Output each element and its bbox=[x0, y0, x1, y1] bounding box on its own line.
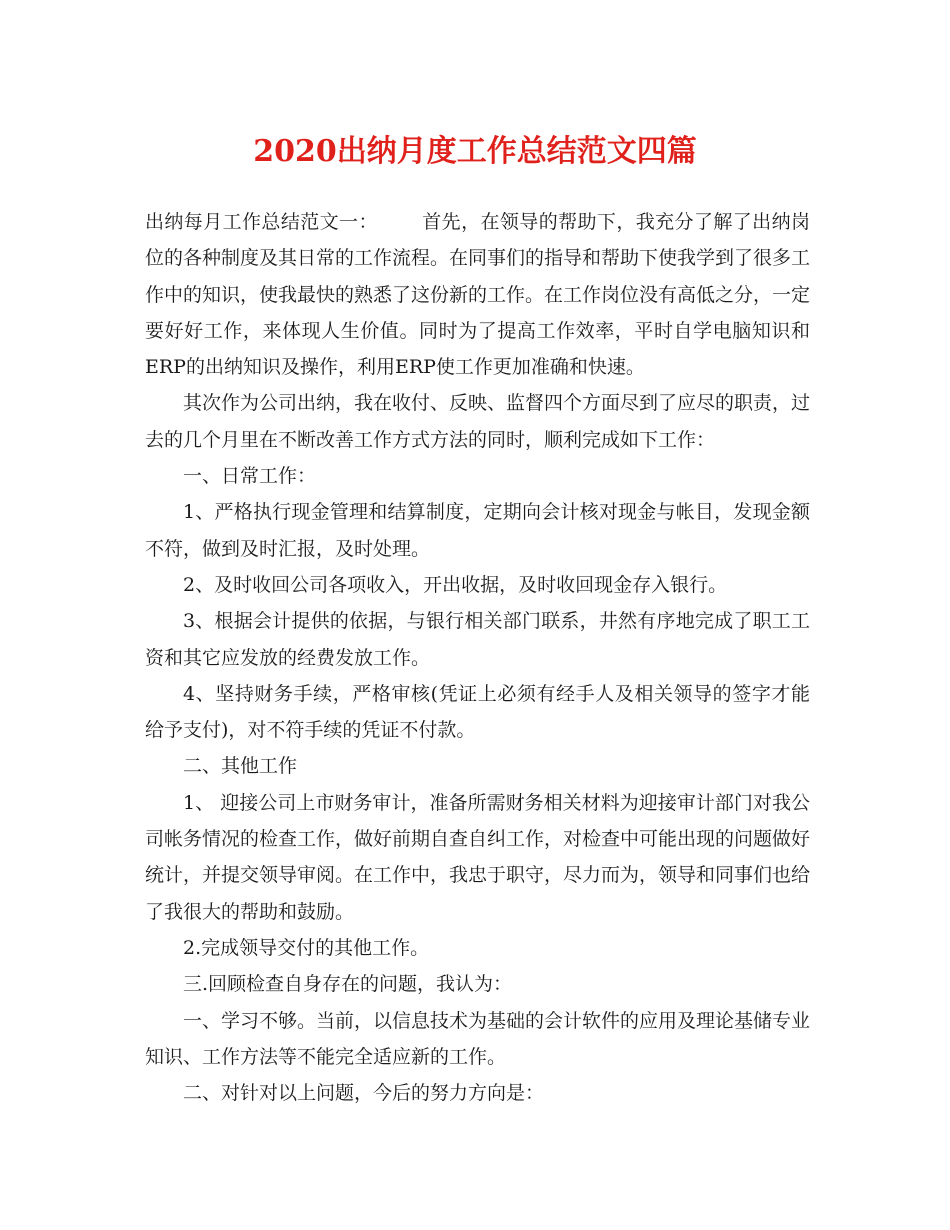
document-title: 2020出纳月度工作总结范文四篇 bbox=[253, 134, 697, 169]
paragraph: 二、对针对以上问题，今后的努力方向是： bbox=[183, 1082, 545, 1105]
paragraph: 4、坚持财务手续，严格审核(凭证上必须有经手人及相关领导的签字才能给予支付)，对不符手续的凭证不付款。 bbox=[145, 682, 810, 742]
paragraph: 2.完成领导交付的其他工作。 bbox=[183, 936, 430, 959]
paragraph: 1、 迎接公司上市财务审计，准备所需财务相关材料为迎接审计部门对我公司帐务情况的检查工作，做好前期自查自纠工作，对检查中可能出现的问题做好统计，并提交领导审阅。在工作中，我忠于职守，尽力而为，领导和同事们也给了我很大的帮助和鼓励。 bbox=[145, 791, 811, 923]
section-heading: 三.回顾检查自身存在的问题，我认为： bbox=[183, 973, 513, 996]
paragraph: 其次作为公司出纳，我在收付、反映、监督四个方面尽到了应尽的职责，过去的几个月里在不断改善工作方式方法的同时，顺利完成如下工作： bbox=[145, 392, 811, 451]
paragraph: 1、严格执行现金管理和结算制度，定期向会计核对现金与帐目，发现金额不符，做到及时汇报，及时处理。 bbox=[145, 501, 810, 560]
section-heading: 二、其他工作 bbox=[183, 755, 298, 778]
paragraph: 3、根据会计提供的依据，与银行相关部门联系，井然有序地完成了职工工资和其它应发放的经费发放工作。 bbox=[145, 610, 810, 669]
paragraph-intro bbox=[145, 204, 810, 385]
intro-label: 出纳每月工作总结范文一： bbox=[145, 211, 378, 233]
paragraph: 2、及时收回公司各项收入，开出收据，及时收回现金存入银行。 bbox=[183, 573, 728, 596]
paragraph-text: 首先，在领导的帮助下，我充分了解了出纳岗位的各种制度及其日常的工作流程。在同事们的指导和帮助下使我学到了很多工作中的知识，使我最快的熟悉了这份新的工作。在工作岗位没有高低之分，一定要好好工作，来体现人生价值。同时为了提高工作效率，平时自学电脑知识和ERP的出纳知识及操作，利用ERP使工作更加准确和快速。 bbox=[145, 211, 811, 379]
paragraph: 一、学习不够。当前，以信息技术为基础的会计软件的应用及理论基储专业知识、工作方法等不能完全适应新的工作。 bbox=[145, 1009, 811, 1068]
document-body bbox=[145, 204, 810, 1111]
section-heading: 一、日常工作： bbox=[183, 465, 317, 488]
